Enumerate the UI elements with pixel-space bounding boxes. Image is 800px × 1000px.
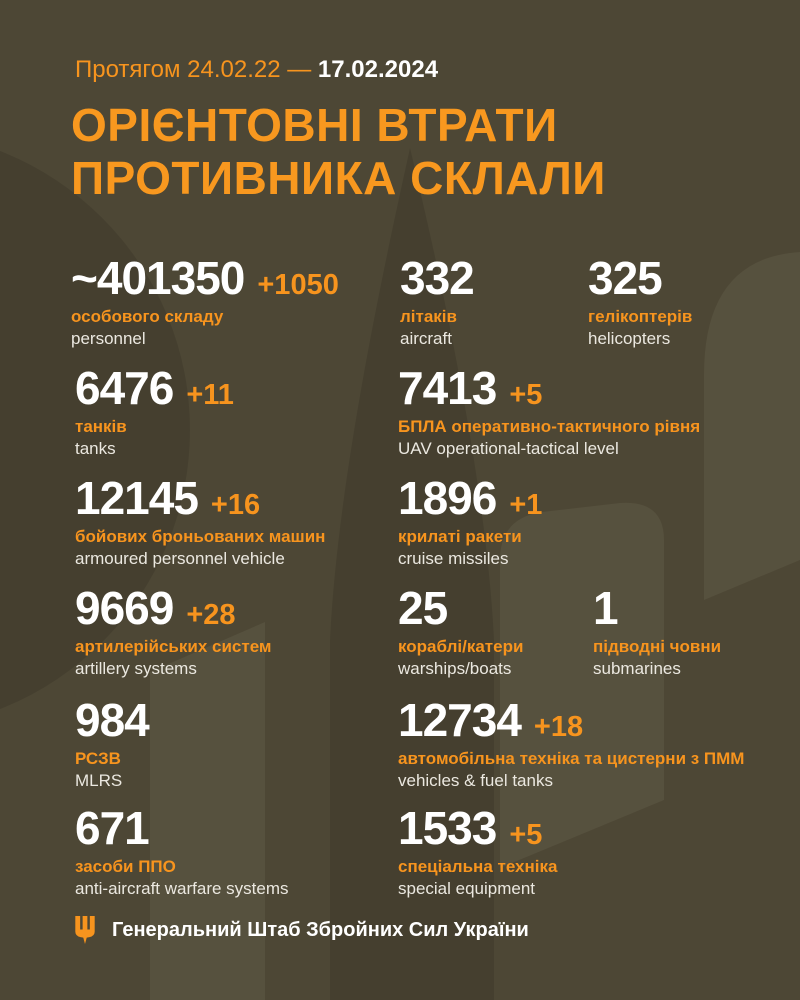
stat-tanks (75, 363, 234, 460)
stat-label-en: vehicles & fuel tanks (398, 771, 553, 790)
stat-label-uk: БПЛА оперативно-тактичного рівня (398, 417, 701, 436)
title-line-2: ПРОТИВНИКА СКЛАЛИ (71, 152, 606, 204)
stat-value: 1896 (398, 472, 497, 524)
stat-cruise-missiles (398, 473, 542, 570)
stat-label-en: warships/boats (398, 659, 512, 678)
period-date: 17.02.2024 (317, 56, 439, 83)
stat-personnel (71, 253, 339, 350)
stat-label-uk: гелікоптерів (588, 307, 693, 326)
stat-value: ~401350 (71, 252, 245, 304)
stat-artillery (75, 583, 272, 680)
stat-label-uk: особового складу (71, 307, 224, 326)
stat-value: 12734 (398, 694, 521, 746)
footer-org-label: Генеральний Штаб Збройних Сил України (112, 918, 529, 941)
stat-label-en: submarines (593, 659, 681, 678)
stat-warships (398, 583, 523, 680)
stat-value: 332 (400, 252, 474, 304)
stat-value: 1 (593, 582, 618, 634)
stat-label-en: tanks (75, 439, 116, 458)
stat-label-en: cruise missiles (398, 549, 509, 568)
stat-label-uk: бойових броньованих машин (75, 527, 326, 546)
period-prefix: Протягом 24.02.22 — (75, 56, 312, 83)
stat-delta: +16 (210, 489, 261, 521)
stat-helicopters (588, 253, 692, 350)
stat-label-en: armoured personnel vehicle (75, 549, 285, 568)
stat-value: 7413 (398, 362, 497, 414)
stat-mlrs (75, 695, 162, 792)
stat-value: 12145 (75, 472, 198, 524)
stat-apv (75, 473, 325, 570)
stat-label-uk: танків (75, 417, 127, 436)
page-title (71, 99, 606, 205)
stat-aircraft (400, 253, 487, 350)
stat-label-en: artillery systems (75, 659, 197, 678)
stat-delta: +28 (186, 599, 236, 631)
stat-label-uk: РСЗВ (75, 749, 121, 768)
stat-value: 6476 (75, 362, 174, 414)
stat-label-en: aircraft (400, 329, 452, 348)
stat-vehicles-fuel (398, 695, 744, 792)
stat-label-en: helicopters (588, 329, 671, 348)
stat-delta: +5 (509, 379, 543, 411)
stat-label-uk: крилаті ракети (398, 527, 522, 546)
stat-label-en: personnel (71, 329, 146, 348)
stat-label-uk: спеціальна техніка (398, 857, 558, 876)
stat-delta: +11 (186, 379, 234, 411)
stat-value: 1533 (398, 802, 497, 854)
stat-label-uk: засоби ППО (75, 857, 176, 876)
stat-delta: +5 (509, 819, 543, 851)
stat-label-uk: літаків (400, 307, 457, 326)
stat-value: 325 (588, 252, 662, 304)
stat-uav (398, 363, 700, 460)
trident-icon (75, 916, 95, 944)
stat-value: 25 (398, 582, 448, 634)
stat-submarines (593, 583, 721, 680)
stat-label-uk: артилерійських систем (75, 637, 272, 656)
stat-delta: +18 (533, 711, 584, 743)
stat-value: 9669 (75, 582, 174, 634)
stat-label-uk: автомобільна техніка та цистерни з ПММ (398, 749, 745, 768)
stat-anti-aircraft (75, 803, 289, 900)
stat-label-en: special equipment (398, 879, 536, 898)
stat-label-en: anti-aircraft warfare systems (75, 879, 289, 898)
stat-special-equipment (398, 803, 557, 900)
stat-value: 984 (75, 694, 149, 746)
stat-delta: +1 (509, 489, 543, 521)
stat-label-uk: підводні човни (593, 637, 722, 656)
stat-label-uk: кораблі/катери (398, 637, 524, 656)
stat-delta: +1050 (257, 269, 339, 301)
stat-value: 671 (75, 802, 149, 854)
stat-label-en: UAV operational-tactical level (398, 439, 619, 458)
period-line (75, 56, 438, 84)
title-line-1: ОРІЄНТОВНІ ВТРАТИ (71, 99, 558, 151)
footer (75, 916, 529, 944)
stat-label-en: MLRS (75, 771, 123, 790)
